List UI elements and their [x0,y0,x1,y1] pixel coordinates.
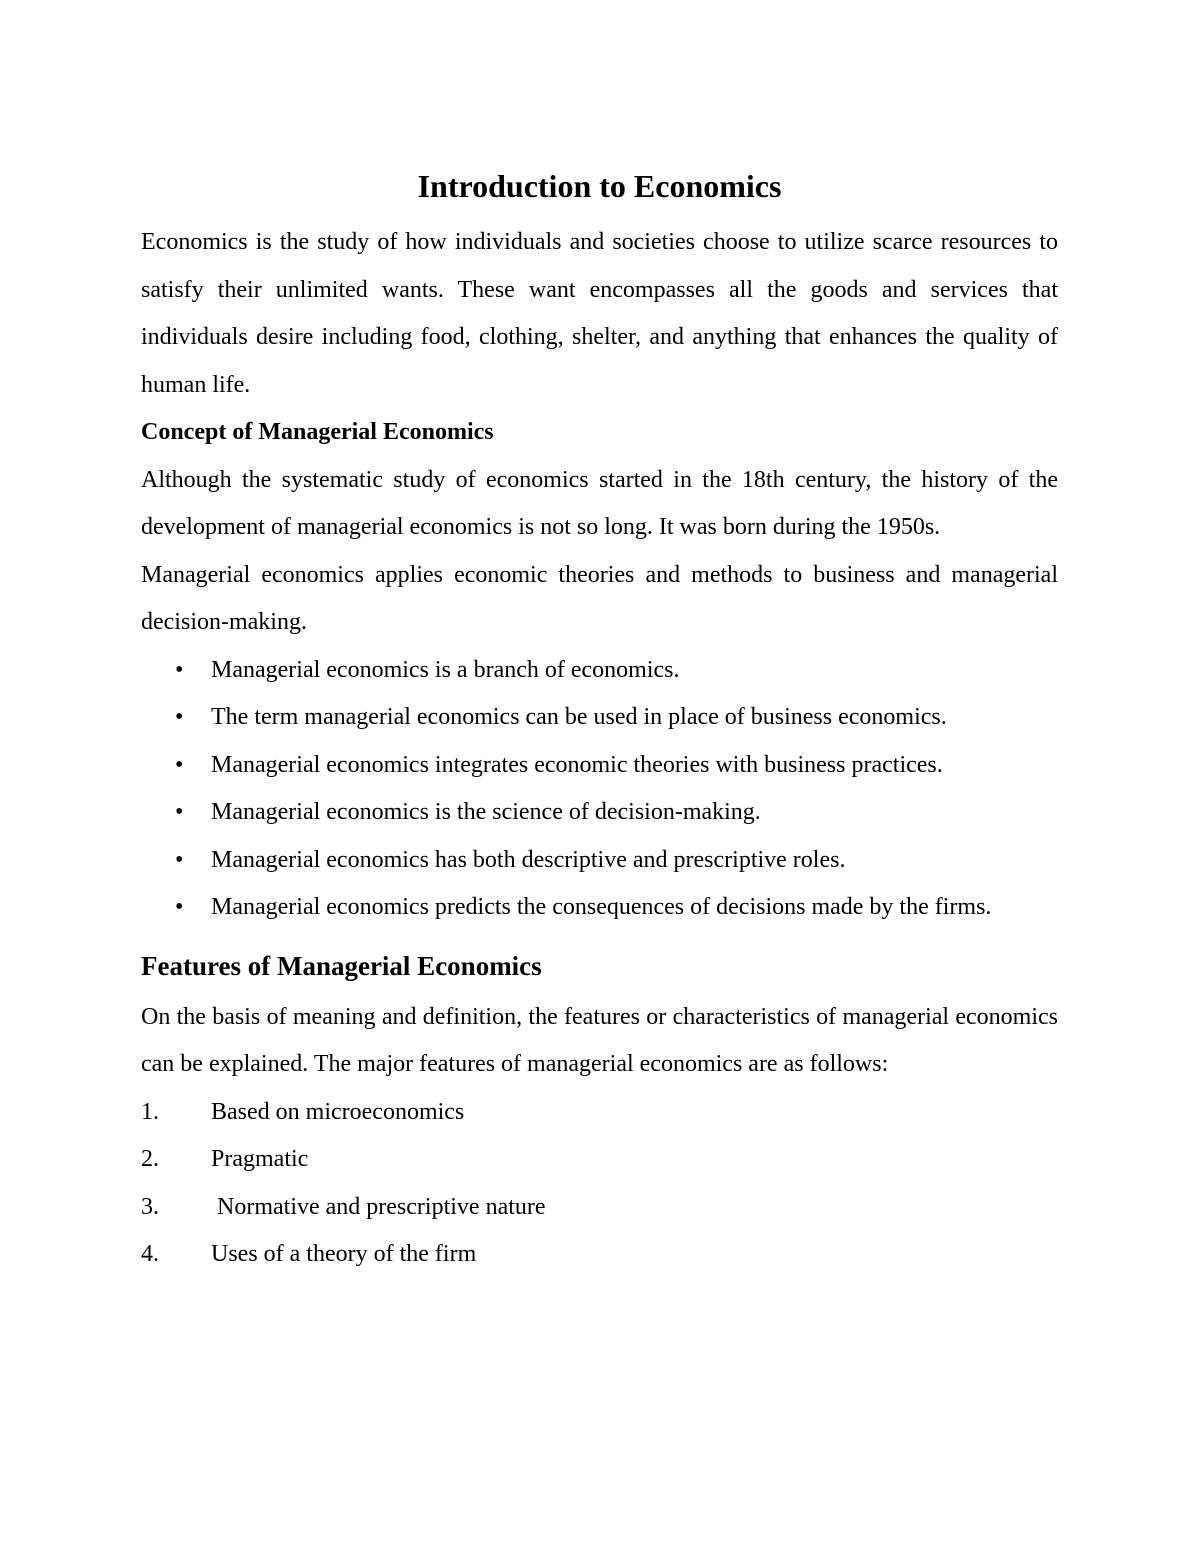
bullet-text: Managerial economics is the science of decision-making. [211,799,761,825]
bullet-icon: • [175,751,184,778]
document-page [141,162,1058,1279]
bullet-item [141,789,1058,837]
features-numbered-list [141,1089,1058,1279]
bullet-item [141,884,1058,932]
item-number: 2. [141,1146,159,1172]
bullet-icon: • [175,894,184,920]
numbered-item [141,1089,1058,1137]
item-number: 1. [141,1098,159,1125]
bullet-icon: • [175,704,184,730]
intro-paragraph: Economics is the study of how individuals and societies choose to utilize scarce resources to satisfy their unlimited wants. These want encompasses all the goods and services that individuals desire including food, clothing, shelter, and anything that enhances the quality of human life. [141,229,1058,398]
features-heading: Features of Managerial Economics [141,950,542,981]
bullet-icon: • [175,799,184,825]
bullet-item [141,837,1058,885]
bullet-item [141,742,1058,790]
bullet-item [141,694,1058,742]
bullet-text: Managerial economics predicts the consequences of decisions made by the firms. [211,894,992,920]
numbered-item [141,1136,1058,1184]
bullet-icon: • [175,656,184,683]
item-number: 4. [141,1241,159,1267]
item-text: Pragmatic [211,1146,309,1172]
item-text: Uses of a theory of the firm [211,1241,477,1267]
bullet-item [141,647,1058,695]
document-title: Introduction to Economics [417,168,782,204]
item-text: Normative and prescriptive nature [217,1193,546,1220]
bullet-text: Managerial economics has both descriptive and prescriptive roles. [211,846,846,873]
bullet-icon: • [175,846,184,873]
concept-bullet-list [141,647,1058,932]
bullet-text: The term managerial economics can be used in place of business economics. [211,704,947,730]
concept-heading: Concept of Managerial Economics [141,419,494,445]
concept-paragraph-2: Managerial economics applies economic theories and methods to business and managerial decision-making. [141,561,1058,635]
numbered-item [141,1184,1058,1232]
item-number: 3. [141,1193,159,1220]
bullet-text: Managerial economics is a branch of economics. [211,656,680,683]
concept-paragraph-1: Although the systematic study of economics started in the 18th century, the history of the development of managerial economics is not so long. It was born during the 1950s. [141,466,1058,540]
features-paragraph: On the basis of meaning and definition, the features or characteristics of managerial economics can be explained. The major features of managerial economics are as follows: [141,1003,1058,1077]
item-text: Based on microeconomics [211,1098,465,1125]
numbered-item [141,1231,1058,1279]
bullet-text: Managerial economics integrates economic theories with business practices. [211,751,943,778]
